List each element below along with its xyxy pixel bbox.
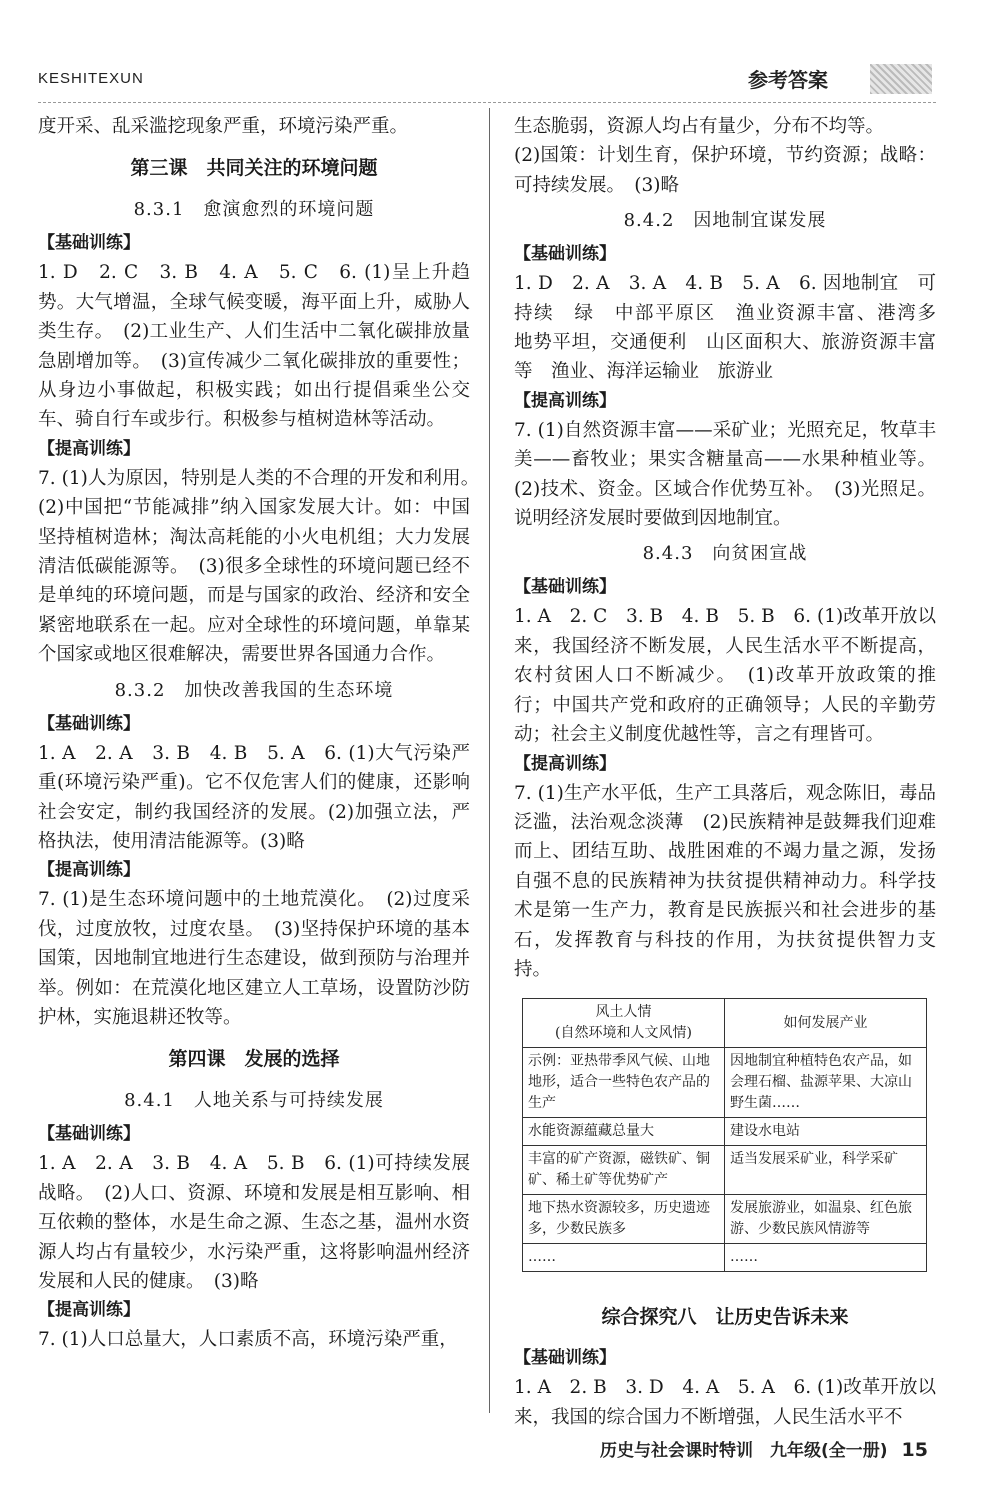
lesson-heading: 综合探究八 让历史告诉未来	[601, 1306, 849, 1329]
table-cell: 适当发展采矿业，科学采矿	[725, 1146, 927, 1195]
column-divider	[489, 108, 490, 1413]
table-row	[523, 1118, 927, 1146]
section-heading: 8.3.1 愈演愈烈的环境问题	[133, 199, 375, 221]
table-cell: ……	[725, 1244, 927, 1272]
answer-paragraph: 1. D 2. A 3. A 4. B 5. A 6. 因地制宜 可持续 绿 中部平原区 渔业资源丰富、港湾多 地势平坦，交通便利 山区面积大、旅游资源丰富等 渔业、海洋运输业 旅游业	[514, 273, 955, 383]
lesson-heading: 第四课 发展的选择	[168, 1048, 340, 1071]
footer-book-title: 历史与社会课时特训 九年级(全一册)	[600, 1441, 888, 1461]
header-title: 参考答案	[748, 68, 828, 92]
basic-training-tag: 【基础训练】	[38, 233, 140, 254]
table-header-line: (自然环境和人文风情)	[555, 1025, 692, 1042]
table-cell: ……	[523, 1244, 725, 1272]
header-pattern-decoration	[870, 64, 932, 94]
section-heading: 8.3.2 加快改善我国的生态环境	[114, 679, 394, 701]
left-column	[38, 112, 489, 1355]
answer-paragraph: 7. (1)是生态环境问题中的土地荒漠化。 (2)过度采伐，过度放牧，过度农垦。 (3)坚持保护环境的基本国策，因地制宜地进行生态建设，做到预防与治理并举。例如：在荒漠化地区建立人工草场，设置防沙防护林，实施退耕还牧等。	[38, 889, 470, 1028]
lesson-heading: 第三课 共同关注的环境问题	[130, 157, 378, 180]
table-cell: 丰富的矿产资源，磁铁矿、铜矿、稀土矿等优势矿产	[523, 1146, 725, 1195]
table-row	[523, 1244, 927, 1272]
table-cell: 地下热水资源较多，历史遗迹多，少数民族多	[523, 1195, 725, 1244]
answer-paragraph: 1. A 2. C 3. B 4. B 5. B 6. (1)改革开放以来，我国经济不断发展，人民生活水平不断提高，农村贫困人口不断减少。 (1)改革开放政策的推行；中国共产党和政府的正确领导；人民的辛勤劳动；社会主义制度优越性等，言之有理皆可。	[514, 606, 936, 746]
advanced-training-tag: 【提高训练】	[38, 1300, 140, 1321]
advanced-training-tag: 【提高训练】	[514, 390, 616, 411]
paragraph: 度开采、乱采滥挖现象严重，环境污染严重。	[38, 116, 409, 137]
table-row	[523, 1048, 927, 1118]
answer-paragraph: 1. A 2. B 3. D 4. A 5. A 6. (1)改革开放以来，我国的综合国力不断增强，人民生活水平不	[514, 1377, 936, 1428]
table-cell: 示例：亚热带季风气候、山地地形，适合一些特色农产品的生产	[523, 1048, 725, 1118]
header-divider	[38, 102, 936, 103]
answer-paragraph: 1. A 2. A 3. B 4. B 5. A 6. (1)大气污染严重(环境污染严重)。它不仅危害人们的健康，还影响社会安定，制约我国经济的发展。(2)加强立法，严格执法，使用清洁能源等。(3)略	[38, 742, 470, 852]
answer-paragraph: 7. (1)人口总量大，人口素质不高，环境污染严重，	[38, 1329, 458, 1351]
section-heading: 8.4.3 向贫困宣战	[642, 543, 808, 565]
table-cell: 水能资源蕴藏总量大	[523, 1118, 725, 1146]
paragraph: (2)国策：计划生育，保护环境，节约资源；战略：可持续发展。 (3)略	[514, 145, 936, 196]
basic-training-tag: 【基础训练】	[514, 244, 616, 265]
answer-paragraph: 1. D 2. C 3. B 4. A 5. C 6. (1)呈上升趋势。大气增温，全球气候变暖，海平面上升，威胁人类生存。 (2)工业生产、人们生活中二氧化碳排放量急剧增加等。 (3)宣传减少二氧化碳排放的重要性；从身边小事做起，积极实践；如出行提倡乘坐公交车、骑自行车或步行。积极参与植树造林等活动。	[38, 262, 470, 431]
industry-table	[522, 998, 927, 1272]
advanced-training-tag: 【提高训练】	[38, 438, 140, 459]
section-heading: 8.4.2 因地制宜谋发展	[623, 210, 827, 232]
table-cell: 建设水电站	[725, 1118, 927, 1146]
advanced-training-tag: 【提高训练】	[514, 753, 616, 774]
right-column	[514, 112, 955, 1432]
answer-paragraph: 1. A 2. A 3. B 4. A 5. B 6. (1)可持续发展战略。 (2)人口、资源、环境和发展是相互影响、相互依赖的整体，水是生命之源、生态之基，温州水资源人均占有量较少，水污染严重，这将影响温州经济发展和人民的健康。 (3)略	[38, 1153, 470, 1292]
basic-training-tag: 【基础训练】	[38, 1124, 140, 1145]
table-cell: 因地制宜种植特色农产品，如会理石榴、盐源苹果、大凉山野生菌……	[725, 1048, 927, 1118]
basic-training-tag: 【基础训练】	[514, 1348, 616, 1369]
header-brand: KESHITEXUN	[38, 70, 144, 87]
table-row	[523, 1195, 927, 1244]
answer-paragraph: 7. (1)生产水平低，生产工具落后，观念陈旧，毒品泛滥，法治观念淡薄 (2)民族精神是鼓舞我们迎难而上、团结互助、战胜困难的不竭力量之源，发扬自强不息的民族精神为扶贫提供精神动力。科学技术是第一生产力，教育是民族振兴和社会进步的基石，发挥教育与科技的作用，为扶贫提供智力支持。	[514, 782, 936, 980]
basic-training-tag: 【基础训练】	[38, 713, 140, 734]
advanced-training-tag: 【提高训练】	[38, 860, 140, 881]
page-number: 15	[901, 1439, 928, 1461]
section-heading: 8.4.1 人地关系与可持续发展	[124, 1090, 384, 1112]
answer-paragraph: 7. (1)人为原因，特别是人类的不合理的开发和利用。 (2)中国把“节能减排”纳入国家发展大计。如：中国坚持植树造林；淘汰高耗能的小火电机组；大力发展清洁低碳能源等。 (3)很多全球性的环境问题已经不是单纯的环境问题，而是与国家的政治、经济和安全紧密地联系在一起。应对全球性的环境问题，单靠某个国家或地区很难解决，需要世界各国通力合作。	[38, 467, 489, 666]
table-cell: 发展旅游业，如温泉、红色旅游、少数民族风情游等	[725, 1195, 927, 1244]
basic-training-tag: 【基础训练】	[514, 577, 616, 598]
paragraph: 生态脆弱，资源人均占有量少，分布不均等。	[514, 116, 885, 137]
answer-paragraph: 7. (1)自然资源丰富——采矿业；光照充足，牧草丰美——畜牧业；果实含糖量高——水果种植业等。(2)技术、资金。区域合作优势互补。 (3)光照足。说明经济发展时要做到因地制宜。	[514, 419, 936, 530]
table-header-line: 风土人情	[595, 1004, 652, 1021]
footer	[600, 1436, 928, 1461]
table-row	[523, 1146, 927, 1195]
table-header-customs	[523, 999, 725, 1048]
table-header-industry: 如何发展产业	[725, 999, 927, 1048]
